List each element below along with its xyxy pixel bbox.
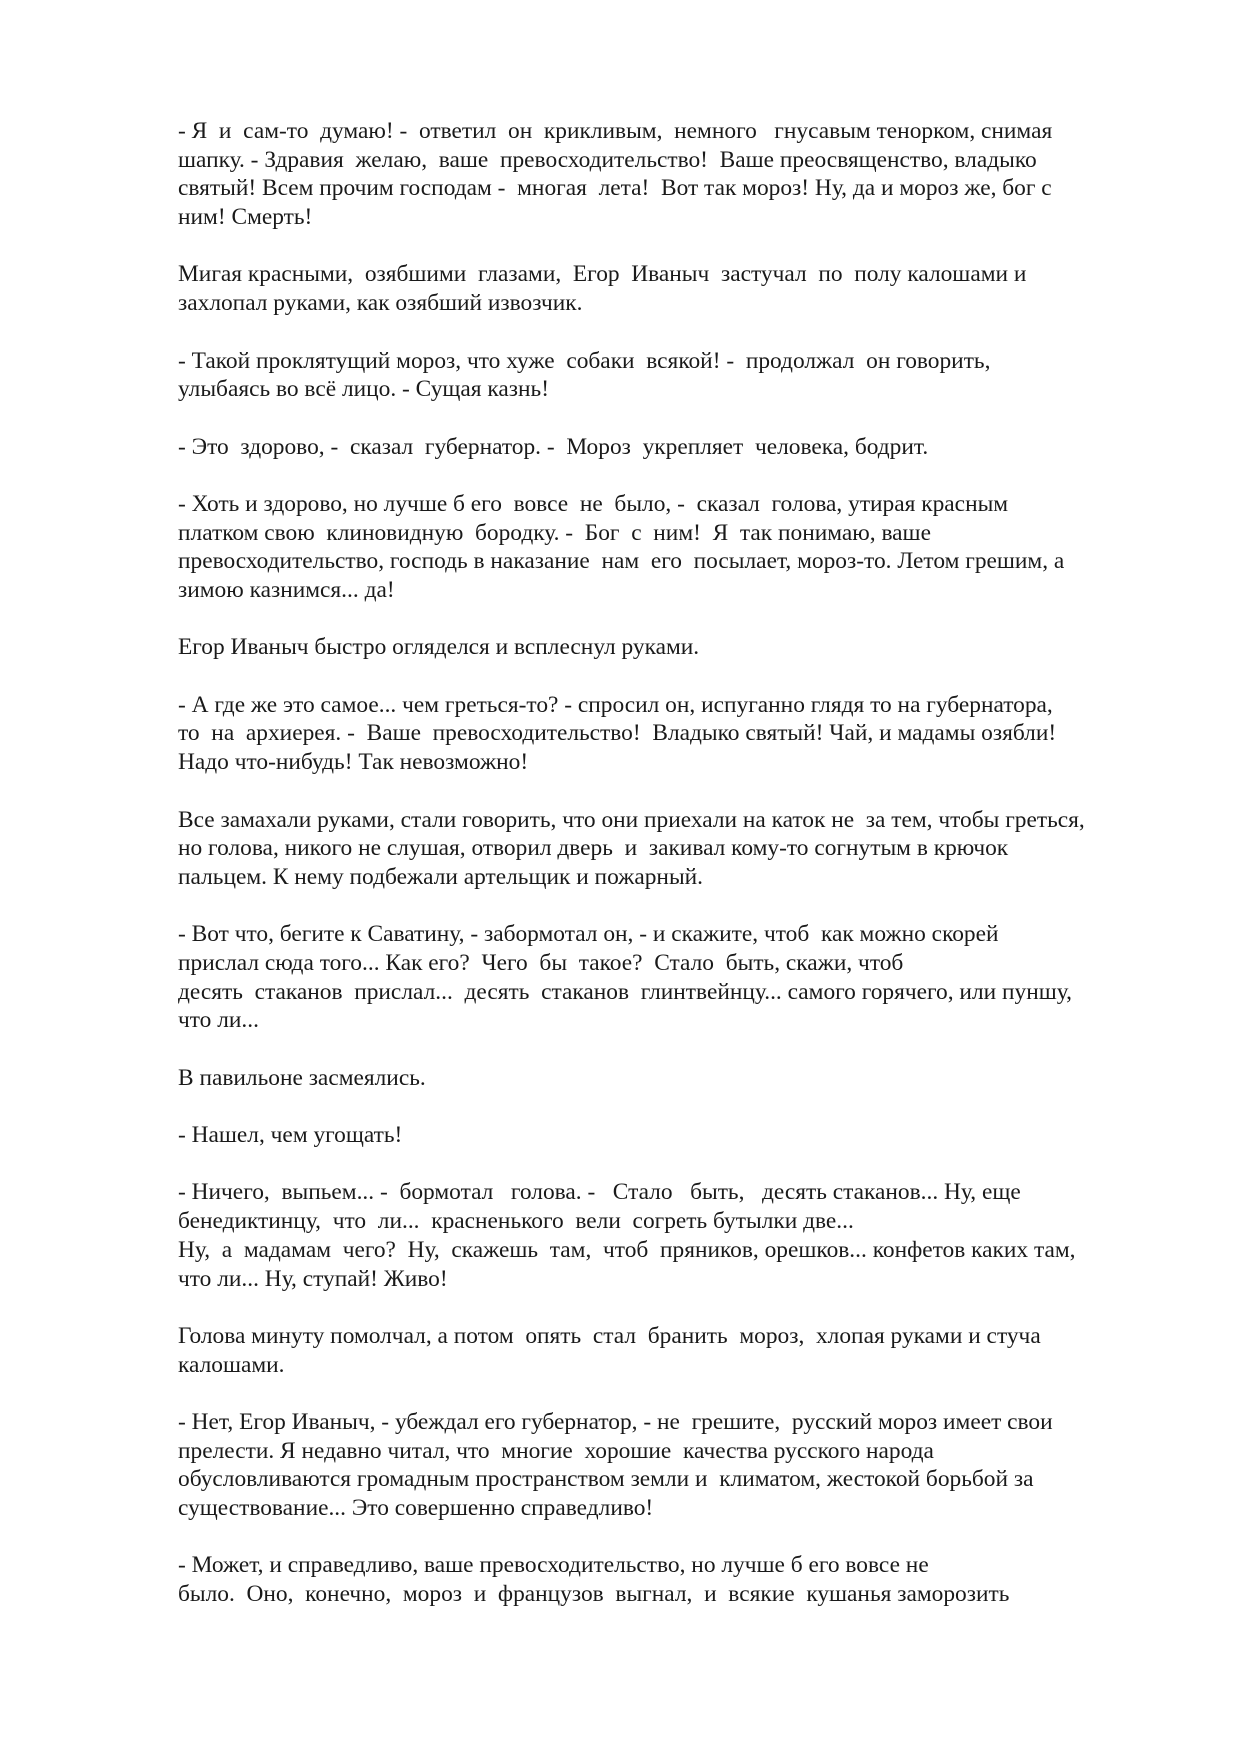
text-line: - Вот что, бегите к Саватину, - забормотал он, - и скажите, чтоб как можно скорей	[178, 921, 999, 948]
text-line: зимою казнимся... да!	[178, 577, 395, 603]
text-line: святый! Всем прочим господам - многая лета! Вот так мороз! Ну, да и мороз же, бог с	[178, 175, 1052, 202]
text-line: но голова, никого не слушая, отворил дверь и закивал кому-то согнутым в крючок	[178, 835, 1009, 862]
paragraph	[178, 117, 1178, 232]
paragraph	[178, 1551, 1178, 1608]
paragraph	[178, 490, 1178, 605]
text-line: ним! Смерть!	[178, 204, 313, 231]
text-line: то на архиерея. - Ваше превосходительство! Владыко святый! Чай, и мадамы озябли!	[178, 720, 1057, 747]
text-line: - Такой проклятущий мороз, что хуже собаки всякой! - продолжал он говорить,	[178, 347, 991, 374]
text-line: Все замахали руками, стали говорить, что они приехали на каток не за тем, чтобы греться,	[178, 806, 1085, 833]
text-line: захлопал руками, как озябший извозчик.	[178, 290, 583, 317]
text-line: Егор Иваныч быстро огляделся и всплеснул руками.	[178, 634, 700, 661]
paragraph	[178, 920, 1178, 1035]
paragraph	[178, 806, 1178, 892]
text-line: десять стаканов прислал... десять стаканов глинтвейнцу... самого горячего, или пуншу,	[178, 978, 1072, 1005]
document-body	[178, 117, 1178, 1609]
document-page	[178, 117, 1178, 1637]
text-line: Мигая красными, озябшими глазами, Егор Иваныч застучал по полу калошами и	[178, 261, 1027, 288]
text-line: улыбаясь во всё лицо. - Сущая казнь!	[178, 376, 549, 403]
text-line: шапку. - Здравия желаю, ваше превосходительство! Ваше преосвященство, владыко	[178, 146, 1037, 173]
text-line: пальцем. К нему подбежали артельщик и пожарный.	[178, 863, 704, 890]
text-line: обусловливаются громадным пространством земли и климатом, жестокой борьбой за	[178, 1466, 1034, 1493]
text-line: - Хоть и здорово, но лучше б его вовсе не было, - сказал голова, утирая красным	[178, 490, 1009, 517]
text-line: - А где же это самое... чем греться-то? - спросил он, испуганно глядя то на губернатора,	[178, 691, 1053, 718]
text-line: - Я и сам-то думаю! - ответил он крикливым, немного гнусавым тенорком, снимая	[178, 118, 1053, 144]
text-line: - Это здорово, - сказал губернатор. - Мороз укрепляет человека, бодрит.	[178, 433, 929, 460]
text-line: - Нашел, чем угощать!	[178, 1122, 403, 1149]
text-line: превосходительство, господь в наказание нам его посылает, мороз-то. Летом грешим, а	[178, 548, 1065, 575]
text-line: бенедиктинцу, что ли... красненького вели согреть бутылки две...	[178, 1208, 854, 1235]
paragraph	[178, 347, 1178, 404]
text-line: - Может, и справедливо, ваше превосходительство, но лучше б его вовсе не	[178, 1552, 929, 1579]
text-line: прислал сюда того... Как его? Чего бы такое? Стало быть, скажи, чтоб	[178, 949, 904, 976]
text-line: существование... Это совершенно справедливо!	[178, 1495, 654, 1521]
text-line: Голова минуту помолчал, а потом опять стал бранить мороз, хлопая руками и стуча	[178, 1322, 1041, 1349]
paragraph	[178, 1064, 1178, 1093]
paragraph	[178, 1121, 1178, 1150]
text-line: - Нет, Егор Иваныч, - убеждал его губернатор, - не грешите, русский мороз имеет свои	[178, 1408, 1053, 1435]
paragraph	[178, 260, 1178, 317]
paragraph	[178, 691, 1178, 777]
text-line: В павильоне засмеялись.	[178, 1064, 426, 1091]
text-line: что ли...	[178, 1007, 259, 1034]
text-line: Ну, а мадамам чего? Ну, скажешь там, чтоб пряников, орешков... конфетов каких там,	[178, 1236, 1076, 1263]
paragraph	[178, 1322, 1178, 1379]
text-line: платком свою клиновидную бородку. - Бог с ним! Я так понимаю, ваше	[178, 519, 931, 546]
paragraph	[178, 633, 1178, 662]
text-line: прелести. Я недавно читал, что многие хорошие качества русского народа	[178, 1437, 934, 1464]
text-line: было. Оно, конечно, мороз и французов выгнал, и всякие кушанья заморозить	[178, 1581, 1010, 1608]
text-line: - Ничего, выпьем... - бормотал голова. - Стало быть, десять стаканов... Ну, еще	[178, 1179, 1021, 1206]
text-line: калошами.	[178, 1351, 285, 1378]
paragraph	[178, 433, 1178, 462]
text-line: Надо что-нибудь! Так невозможно!	[178, 749, 529, 776]
paragraph	[178, 1408, 1178, 1523]
text-line: что ли... Ну, ступай! Живо!	[178, 1265, 448, 1292]
paragraph	[178, 1178, 1178, 1293]
